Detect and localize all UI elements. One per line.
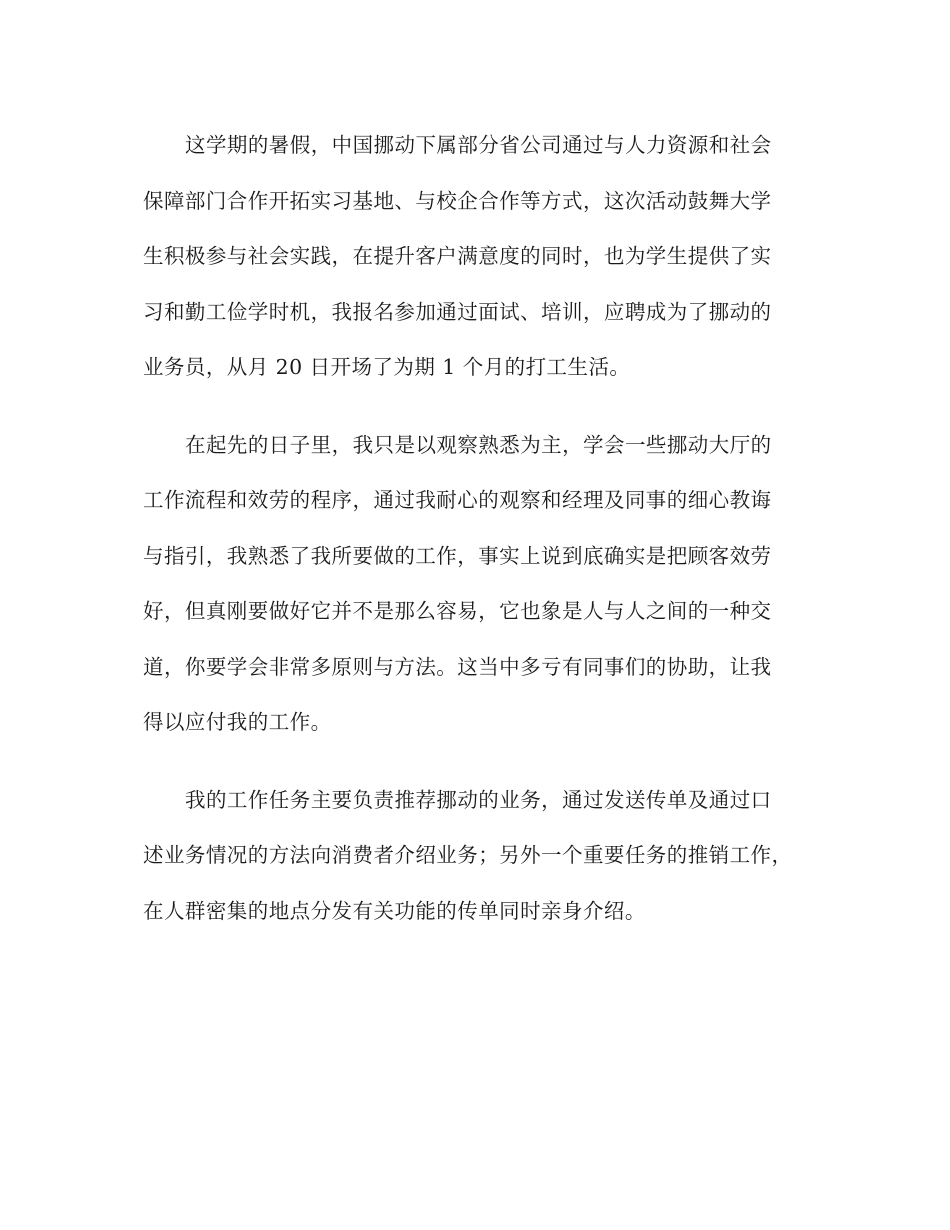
paragraph-line: 好，但真刚要做好它并不是那么容易，它也象是人与人之间的一种交 (143, 599, 772, 623)
document-body (143, 118, 807, 939)
paragraph-line: 与指引，我熟悉了我所要做的工作，事实上说到底确实是把顾客效劳 (143, 543, 772, 568)
paragraph-1 (143, 118, 807, 396)
paragraph-line: 习和勤工俭学时机，我报名参加通过面试、培训，应聘成为了挪动的 (143, 299, 772, 324)
paragraph-line: 得以应付我的工作。 (143, 710, 332, 734)
paragraph-line: 这学期的暑假，中国挪动下属部分省公司通过与人力资源和社会 (185, 133, 772, 157)
paragraph-line: 生积极参与社会实践，在提升客户满意度的同时，也为学生提供了实 (143, 244, 772, 268)
paragraph-line: 我的工作任务主要负责推荐挪动的业务，通过发送传单及通过口 (185, 787, 772, 812)
paragraph-3 (143, 773, 807, 940)
paragraph-line: 业务员，从月 20 日开场了为期 1 个月的打工生活。 (143, 355, 631, 379)
paragraph-line: 保障部门合作开拓实习基地、与校企合作等方式，这次活动鼓舞大学 (143, 188, 772, 213)
paragraph-line: 在起先的日子里，我只是以观察熟悉为主，学会一些挪动大厅的 (185, 432, 772, 457)
paragraph-2 (143, 418, 807, 751)
paragraph-line: 在人群密集的地点分发有关功能的传单同时亲身介绍。 (143, 898, 646, 923)
paragraph-line: 道，你要学会非常多原则与方法。这当中多亏有同事们的协助，让我 (143, 654, 772, 679)
paragraph-line: 述业务情况的方法向消费者介绍业务；另外一个重要任务的推销工作， (143, 843, 793, 867)
paragraph-line: 工作流程和效劳的程序，通过我耐心的观察和经理及同事的细心教诲 (143, 488, 772, 512)
